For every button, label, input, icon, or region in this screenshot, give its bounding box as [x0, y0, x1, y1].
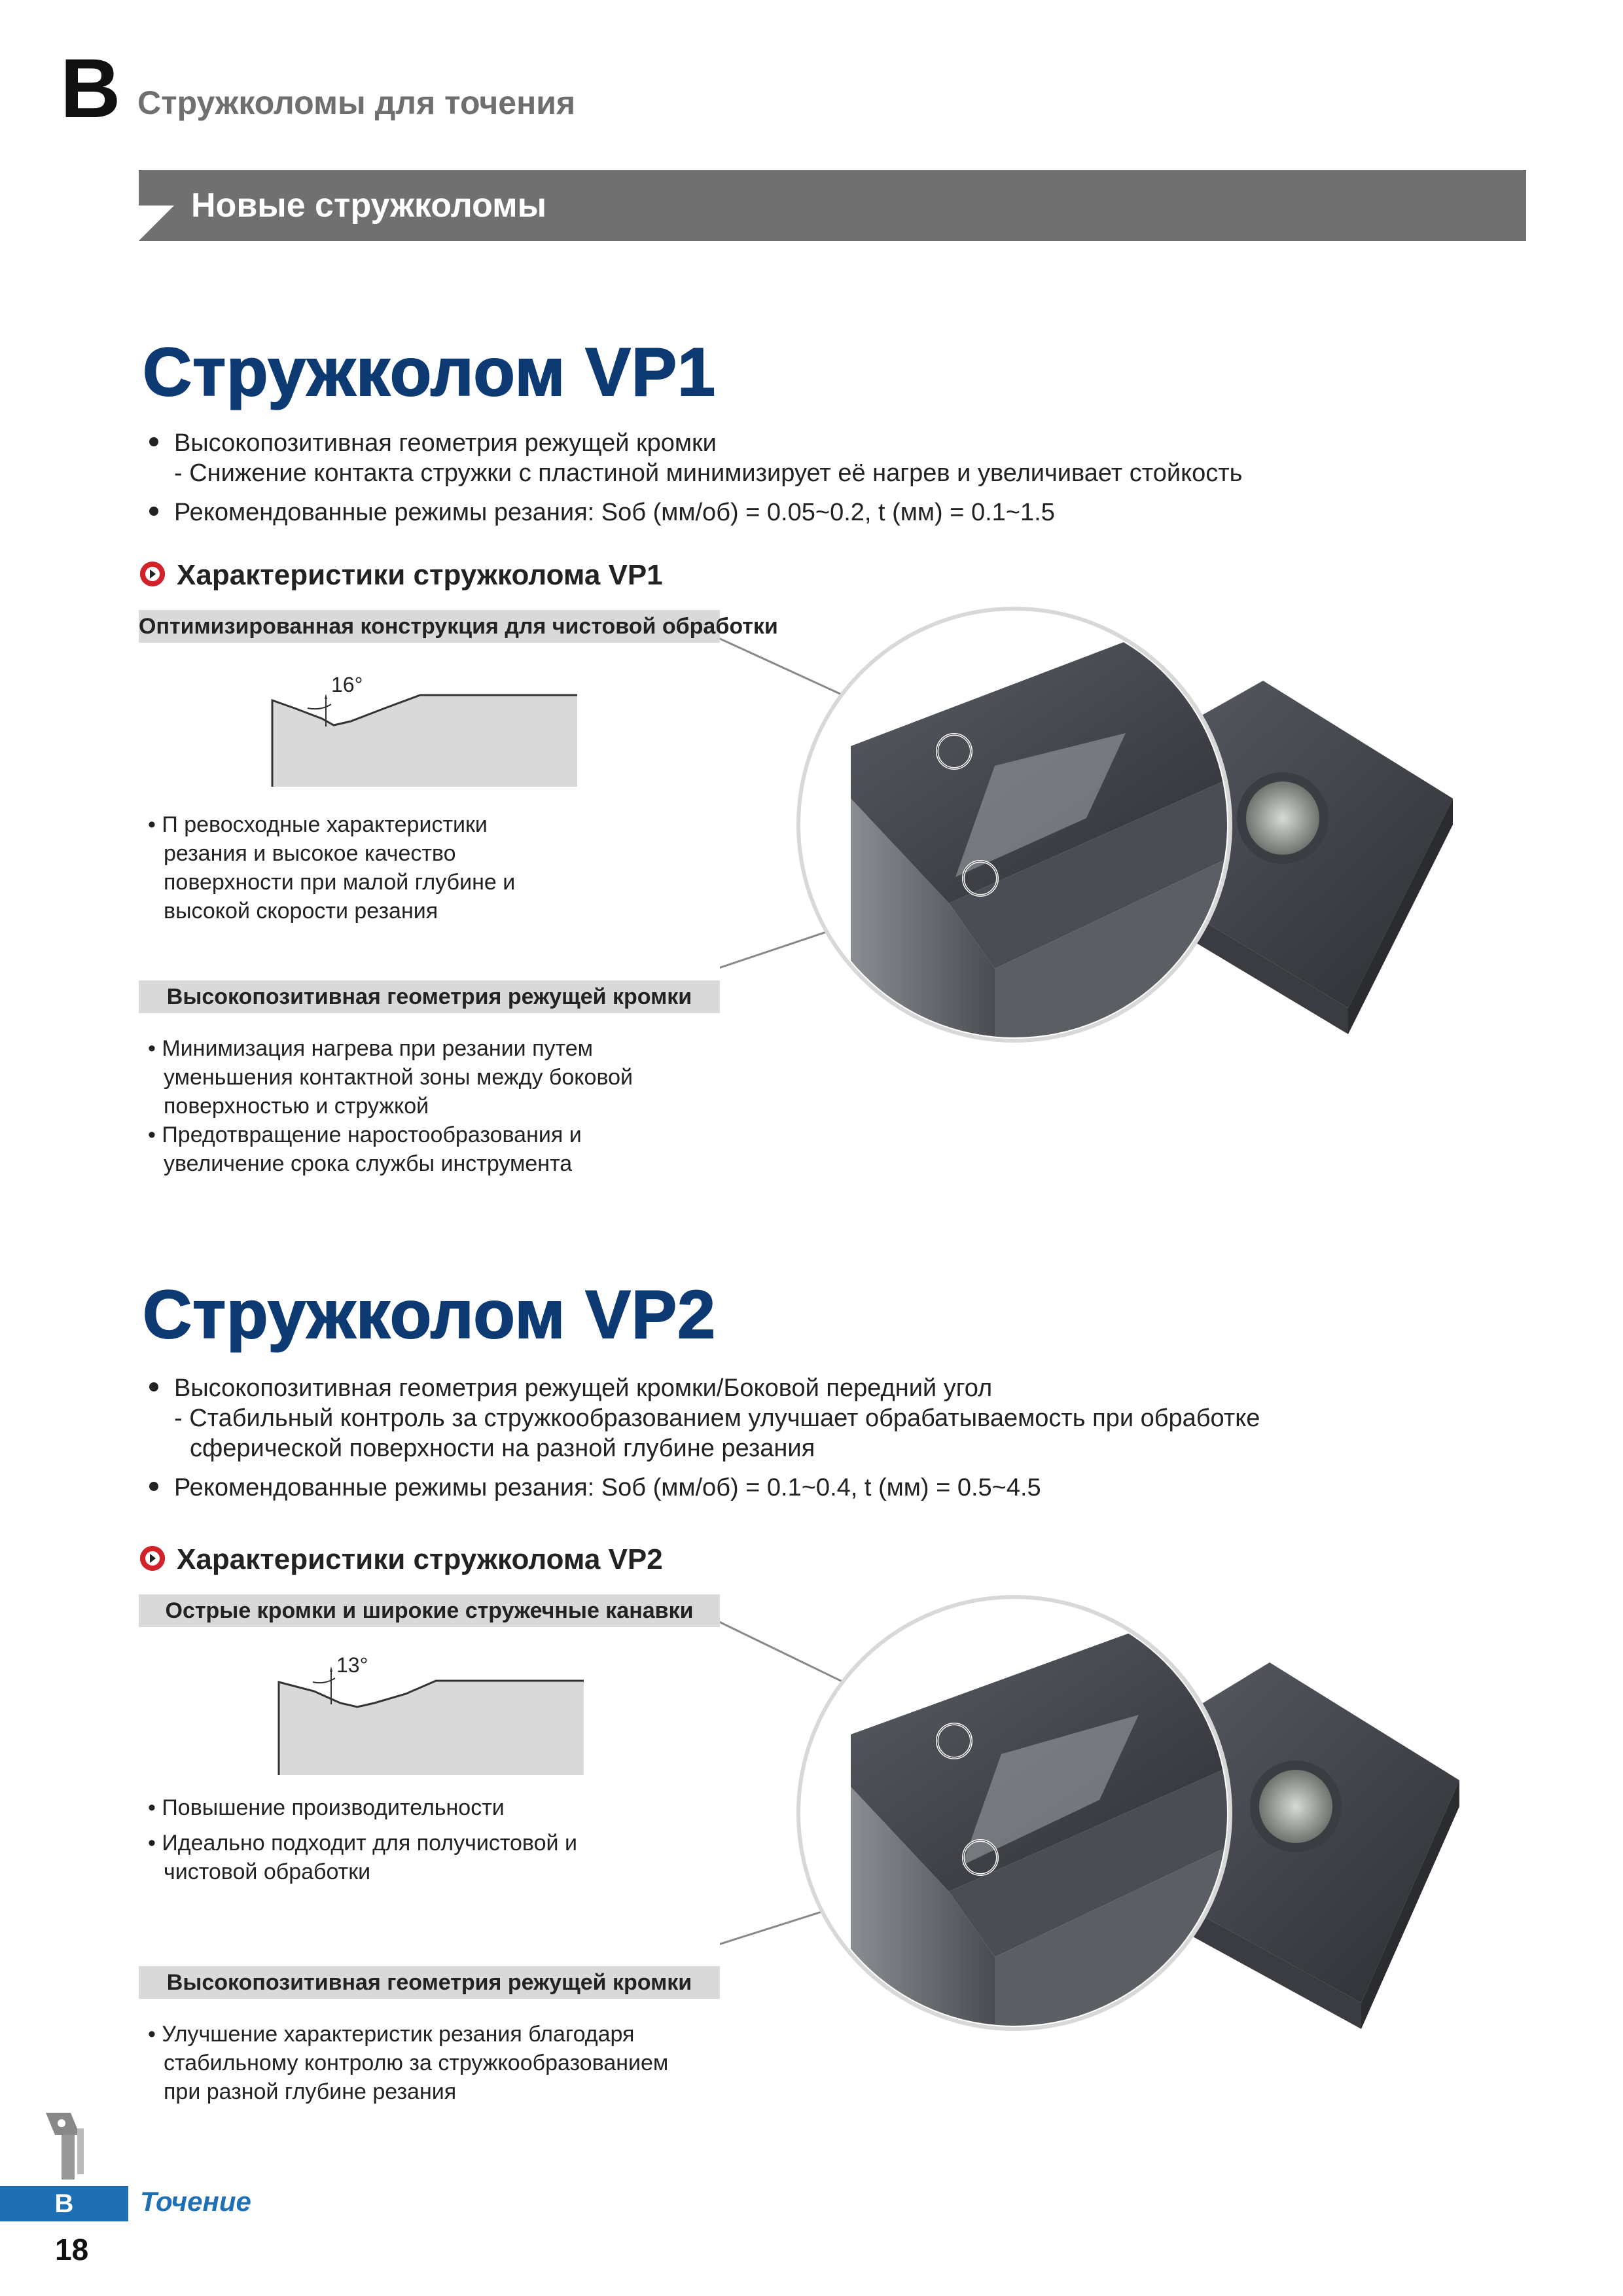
vp2-features-heading: Характеристики стружколома VP2 — [140, 1543, 663, 1576]
vp2-insert-image — [720, 1584, 1544, 2068]
vp1-box1-text — [148, 810, 515, 925]
text-line: при разной глубине резания — [164, 2079, 457, 2104]
banner-title: Новые стружколомы — [191, 187, 547, 224]
vp1-title: Стружколом VP1 — [143, 334, 716, 410]
vp2-box2-text — [148, 2020, 668, 2106]
text-line: • Минимизация нагрева при резании путем — [148, 1036, 593, 1061]
bullet-dot — [149, 507, 158, 516]
text-line: • Предотвращение наростообразования и — [148, 1122, 582, 1147]
vp1-bullet-1-sub: - Снижение контакта стружки с пластиной минимизирует её нагрев и увеличивает стойкость — [174, 459, 1243, 487]
text-line: • П ревосходные характеристики — [148, 812, 488, 837]
vp2-bullet-2: Рекомендованные режимы резания: Sоб (мм/об) = 0.1~0.4, t (мм) = 0.5~4.5 — [149, 1474, 1041, 1502]
vp2-angle-label: 13° — [336, 1653, 368, 1677]
footer-section-tab: B — [0, 2186, 128, 2221]
bullet-dot — [149, 1482, 158, 1491]
vp2-title: Стружколом VP2 — [143, 1277, 716, 1353]
vp1-profile-diagram — [268, 668, 582, 792]
vp2-profile-diagram — [275, 1656, 589, 1780]
vp1-insert-image — [720, 602, 1544, 1073]
bullet-dot — [149, 1382, 158, 1391]
vp1-box2-text — [148, 1034, 633, 1178]
text-line: • Улучшение характеристик резания благодаря — [148, 2022, 635, 2047]
arrow-circle-icon — [140, 1546, 165, 1571]
section-title: Стружколомы для точения — [137, 84, 576, 121]
vp1-box2-title: Высокопозитивная геометрия режущей кромки — [139, 980, 720, 1013]
vp2-bullet-1-sub: - Стабильный контроль за стружкообразованием улучшает обрабатываемость при обработке — [174, 1405, 1260, 1432]
text-line: • Повышение производительности — [148, 1795, 505, 1820]
text-line: чистовой обработки — [164, 1859, 371, 1884]
vp2-bullet-1: Высокопозитивная геометрия режущей кромки/Боковой передний угол — [149, 1374, 992, 1403]
vp1-box1-title: Оптимизированная конструкция для чистовой обработки — [139, 610, 720, 643]
turning-tool-icon — [42, 2109, 114, 2181]
vp2-box2-title: Высокопозитивная геометрия режущей кромки — [139, 1966, 720, 1999]
text-line: поверхности при малой глубине и — [164, 870, 516, 895]
text-line: поверхностью и стружкой — [164, 1094, 429, 1119]
text-line: увеличение срока службы инструмента — [164, 1151, 573, 1176]
vp2-box1-text — [148, 1793, 577, 1886]
text-line: высокой скорости резания — [164, 899, 438, 924]
vp2-box1-title: Острые кромки и широкие стружечные канавки — [139, 1594, 720, 1627]
banner-corner — [139, 206, 174, 241]
vp2-bullet-1-sub-cont: сферической поверхности на разной глубине резания — [190, 1435, 815, 1462]
section-letter: B — [60, 42, 121, 135]
text-line: стабильному контролю за стружкообразованием — [164, 2051, 669, 2075]
vp1-angle-label: 16° — [331, 673, 363, 696]
text-line: • Идеально подходит для получистовой и — [148, 1831, 577, 1856]
bullet-dot — [149, 437, 158, 446]
text-line: резания и высокое качество — [164, 841, 456, 866]
text-line: уменьшения контактной зоны между боковой — [164, 1065, 633, 1090]
vp1-features-heading: Характеристики стружколома VP1 — [140, 559, 663, 592]
page-number: 18 — [55, 2233, 89, 2267]
vp1-bullet-1: Высокопозитивная геометрия режущей кромки — [149, 429, 717, 457]
arrow-circle-icon — [140, 562, 165, 586]
vp1-bullet-2: Рекомендованные режимы резания: Sоб (мм/об) = 0.05~0.2, t (мм) = 0.1~1.5 — [149, 499, 1055, 527]
footer-section-label: Точение — [140, 2186, 251, 2217]
